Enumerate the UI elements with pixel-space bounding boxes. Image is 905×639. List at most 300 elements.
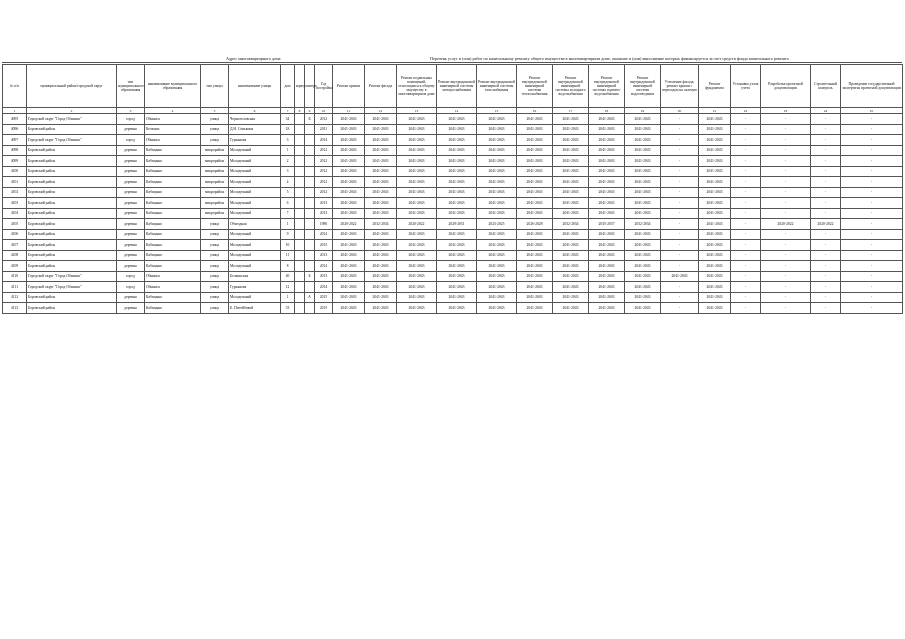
table-cell: улица <box>201 219 229 230</box>
table-cell: 2041-2043 <box>333 187 365 198</box>
table-cell: - <box>761 166 811 177</box>
table-cell: - <box>661 292 699 303</box>
table-cell: 2020-2022 <box>397 219 437 230</box>
table-cell: - <box>731 114 761 125</box>
table-cell: 4112 <box>3 292 27 303</box>
table-cell: 2012 <box>315 177 333 188</box>
table-cell: 2041-2043 <box>625 135 661 146</box>
table-cell: 2041-2043 <box>625 198 661 209</box>
table-cell: 2041-2043 <box>477 261 517 272</box>
table-cell: 2041-2043 <box>333 261 365 272</box>
table-cell: 1 <box>281 292 295 303</box>
column-number: 11 <box>333 108 365 114</box>
table-cell: 2041-2043 <box>397 145 437 156</box>
table-cell: 2041-2043 <box>699 229 731 240</box>
table-cell: 2041-2043 <box>517 156 553 167</box>
table-cell: 2041-2043 <box>699 292 731 303</box>
table-cell: 2041-2043 <box>553 145 589 156</box>
table-cell: 2012 <box>315 114 333 125</box>
table-cell: 2041-2043 <box>333 250 365 261</box>
table-cell <box>305 261 315 272</box>
column-number: 8 <box>295 108 305 114</box>
table-cell: 2041-2043 <box>553 166 589 177</box>
table-cell: 2041-2043 <box>365 261 397 272</box>
table-cell: - <box>731 271 761 282</box>
table-cell: - <box>841 166 903 177</box>
column-header: Ремонт внутридомовой инженерной системы теплоснабжения <box>517 65 553 108</box>
table-cell <box>295 145 305 156</box>
table-cell: - <box>841 177 903 188</box>
table-cell: 2041-2043 <box>477 229 517 240</box>
table-cell: микрорайон <box>201 198 229 209</box>
table-cell: 2041-2043 <box>553 282 589 293</box>
table-cell: 2041-2043 <box>365 271 397 282</box>
table-cell: 2014 <box>315 282 333 293</box>
table-cell: 2041-2043 <box>397 208 437 219</box>
table-cell: 2032-2034 <box>365 219 397 230</box>
table-cell: - <box>731 124 761 135</box>
table-cell: 8 <box>281 261 295 272</box>
table-cell: Городской округ "Город Обнинск" <box>27 114 117 125</box>
table-cell: Молодежный <box>229 292 281 303</box>
table-cell: 2014 <box>315 261 333 272</box>
table-cell: - <box>661 124 699 135</box>
table-cell: 2041-2043 <box>589 282 625 293</box>
column-header: Разработка проектной документации <box>761 65 811 108</box>
column-header: литера <box>305 65 315 108</box>
column-number: 23 <box>761 108 811 114</box>
table-cell <box>305 166 315 177</box>
table-row <box>3 208 903 219</box>
table-cell: 2041-2043 <box>365 282 397 293</box>
table-cell: 2041-2043 <box>477 166 517 177</box>
table-row <box>3 250 903 261</box>
table-cell: 2041-2043 <box>589 292 625 303</box>
table-cell: микрорайон <box>201 208 229 219</box>
table-cell: 2041-2043 <box>589 114 625 125</box>
column-number: 1 <box>3 108 27 114</box>
table-cell: 2041-2043 <box>437 114 477 125</box>
table-cell: 2041-2043 <box>699 166 731 177</box>
table-cell: 2041-2043 <box>589 198 625 209</box>
table-cell: улица <box>201 261 229 272</box>
column-header: дом <box>281 65 295 108</box>
table-cell: 2041-2043 <box>333 208 365 219</box>
table-cell: 2041-2043 <box>397 250 437 261</box>
table-cell: 34 <box>281 114 295 125</box>
table-cell: 4109 <box>3 261 27 272</box>
table-cell: 2041-2043 <box>699 124 731 135</box>
table-cell: - <box>661 187 699 198</box>
table-cell: деревня <box>117 124 145 135</box>
table-cell: 2041-2043 <box>365 250 397 261</box>
table-cell: Боровский район <box>27 177 117 188</box>
column-number: 20 <box>661 108 699 114</box>
table-cell: 2041-2043 <box>625 282 661 293</box>
table-cell: микрорайон <box>201 177 229 188</box>
table-cell: А <box>305 292 315 303</box>
table-cell: 4101 <box>3 177 27 188</box>
table-row <box>3 282 903 293</box>
table-cell: Кабицыно <box>145 156 201 167</box>
table-cell: 2032-2034 <box>625 219 661 230</box>
table-cell: - <box>811 198 841 209</box>
table-cell: - <box>761 135 811 146</box>
table-cell: - <box>761 145 811 156</box>
table-cell: 2012 <box>315 145 333 156</box>
table-cell: 2041-2043 <box>625 261 661 272</box>
table-cell: 2041-2043 <box>397 135 437 146</box>
table-cell: 4110 <box>3 271 27 282</box>
table-cell: - <box>761 250 811 261</box>
table-row <box>3 156 903 167</box>
table-cell: улица <box>201 124 229 135</box>
table-cell: улица <box>201 229 229 240</box>
table-cell: 2041-2043 <box>477 156 517 167</box>
table-cell: 2026-2028 <box>517 219 553 230</box>
table-cell: 2041-2043 <box>699 240 731 251</box>
table-cell <box>305 135 315 146</box>
table-cell: - <box>761 177 811 188</box>
table-cell: 1 <box>281 145 295 156</box>
table-cell <box>305 187 315 198</box>
table-cell: Кочкино <box>145 124 201 135</box>
table-cell: 2041-2043 <box>553 114 589 125</box>
table-cell: 2041-2043 <box>477 240 517 251</box>
table-cell: 6 <box>281 198 295 209</box>
table-cell <box>295 177 305 188</box>
column-header: Ремонт внутридомовой инженерной системы холодного водоснабжения <box>553 65 589 108</box>
table-cell: 2041-2043 <box>477 124 517 135</box>
table-cell: 2041-2043 <box>333 166 365 177</box>
table-cell: город <box>117 271 145 282</box>
table-cell: Молодежный <box>229 145 281 156</box>
table-cell: - <box>841 303 903 314</box>
table-cell: Гурьянова <box>229 282 281 293</box>
table-cell: 2041-2043 <box>625 240 661 251</box>
table-cell: 2041-2043 <box>589 124 625 135</box>
table-cell <box>295 303 305 314</box>
column-header: тип улицы <box>201 65 229 108</box>
table-cell: 2041-2043 <box>397 240 437 251</box>
table-cell: Боровский район <box>27 229 117 240</box>
table-cell: - <box>731 187 761 198</box>
table-cell: 3 <box>281 135 295 146</box>
table-cell: Молодежный <box>229 156 281 167</box>
table-cell: Боровский район <box>27 240 117 251</box>
table-cell: 2041-2043 <box>699 198 731 209</box>
table-cell: 2 <box>281 156 295 167</box>
table-cell: 2041-2043 <box>437 261 477 272</box>
table-cell: микрорайон <box>201 187 229 198</box>
table-cell: 2041-2043 <box>699 177 731 188</box>
table-cell: деревня <box>117 177 145 188</box>
table-row <box>3 219 903 230</box>
table-row <box>3 135 903 146</box>
table-cell: 2013 <box>315 198 333 209</box>
column-header: Строительный контроль <box>811 65 841 108</box>
table-cell: 2041-2043 <box>517 240 553 251</box>
table-cell: 2041-2043 <box>397 177 437 188</box>
table-cell: 2041-2043 <box>589 229 625 240</box>
column-number: 24 <box>811 108 841 114</box>
table-cell <box>295 135 305 146</box>
table-cell: 2041-2043 <box>517 229 553 240</box>
table-cell: - <box>811 135 841 146</box>
table-cell: 4096 <box>3 124 27 135</box>
table-cell: 2041-2043 <box>365 114 397 125</box>
table-cell: 2041-2043 <box>477 292 517 303</box>
table-cell: 2041-2043 <box>397 198 437 209</box>
table-row <box>3 187 903 198</box>
table-cell: 4099 <box>3 156 27 167</box>
table-cell <box>305 145 315 156</box>
column-number: 5 <box>201 108 229 114</box>
table-cell: 2041-2043 <box>553 303 589 314</box>
table-cell: - <box>661 219 699 230</box>
table-cell: 2041-2043 <box>477 282 517 293</box>
table-cell <box>305 198 315 209</box>
table-cell <box>295 114 305 125</box>
table-cell: - <box>661 261 699 272</box>
table-cell: 2041-2043 <box>365 145 397 156</box>
table-cell <box>305 250 315 261</box>
table-cell: 2041-2043 <box>517 303 553 314</box>
table-cell: 2041-2043 <box>589 208 625 219</box>
table-row <box>3 198 903 209</box>
table-cell: 2041-2043 <box>699 135 731 146</box>
table-cell: 4097 <box>3 135 27 146</box>
table-cell: 2041-2043 <box>397 303 437 314</box>
table-cell: Боровский район <box>27 208 117 219</box>
table-cell: 2041-2043 <box>553 156 589 167</box>
table-cell: 2041-2043 <box>333 135 365 146</box>
table-cell: - <box>811 303 841 314</box>
table-cell: Боровский район <box>27 145 117 156</box>
table-cell: - <box>731 250 761 261</box>
table-cell: 2041-2043 <box>699 114 731 125</box>
table-cell: 4098 <box>3 145 27 156</box>
table-cell: микрорайон <box>201 166 229 177</box>
table-cell: - <box>661 177 699 188</box>
table-row <box>3 177 903 188</box>
table-cell: - <box>811 282 841 293</box>
table-cell: 2041-2043 <box>365 208 397 219</box>
column-number: 25 <box>841 108 903 114</box>
table-cell: - <box>731 240 761 251</box>
table-cell: 2041-2043 <box>333 145 365 156</box>
table-cell: 2041-2043 <box>517 250 553 261</box>
table-cell: Кабицыно <box>145 261 201 272</box>
table-cell: 2041-2043 <box>477 271 517 282</box>
table-cell: улица <box>201 240 229 251</box>
table-cell: - <box>841 250 903 261</box>
table-cell: 2020-2022 <box>333 219 365 230</box>
table-cell: 2041-2043 <box>333 229 365 240</box>
table-cell: - <box>731 145 761 156</box>
table-cell: - <box>761 271 811 282</box>
table-cell <box>295 198 305 209</box>
table-cell: - <box>761 198 811 209</box>
table-cell: 2041-2043 <box>517 271 553 282</box>
table-cell: 4106 <box>3 229 27 240</box>
table-cell: улица <box>201 282 229 293</box>
table-cell: 2041-2043 <box>437 229 477 240</box>
table-cell: 4100 <box>3 166 27 177</box>
table-cell: 2041-2043 <box>699 282 731 293</box>
table-cell: - <box>761 303 811 314</box>
table-cell: - <box>661 282 699 293</box>
table-cell <box>295 282 305 293</box>
table-cell: - <box>761 208 811 219</box>
table-cell: - <box>841 229 903 240</box>
column-number: 6 <box>229 108 281 114</box>
table-row <box>3 303 903 314</box>
table-cell: 2041-2043 <box>397 292 437 303</box>
table-cell: 2041-2043 <box>477 177 517 188</box>
table-cell: 2020-2022 <box>811 219 841 230</box>
table-cell: Кабицыно <box>145 145 201 156</box>
table-cell: 2041-2043 <box>397 187 437 198</box>
table-cell: - <box>841 156 903 167</box>
table-cell: - <box>661 198 699 209</box>
table-cell: - <box>731 135 761 146</box>
table-cell: - <box>731 198 761 209</box>
table-cell: деревня <box>117 156 145 167</box>
table-cell: 2012 <box>315 166 333 177</box>
table-cell: 4 <box>281 177 295 188</box>
table-cell: Молодежный <box>229 261 281 272</box>
table-row <box>3 114 903 125</box>
table-cell <box>305 177 315 188</box>
column-number: 12 <box>365 108 397 114</box>
column-number: 22 <box>731 108 761 114</box>
table-cell: - <box>731 219 761 230</box>
table-cell: 4104 <box>3 208 27 219</box>
table-cell: Боровский район <box>27 303 117 314</box>
table-cell: - <box>731 177 761 188</box>
table-cell <box>295 124 305 135</box>
table-cell <box>295 292 305 303</box>
table-cell: улица <box>201 250 229 261</box>
table-cell: 2041-2043 <box>437 282 477 293</box>
address-group-title: Адрес многоквартирного дома <box>226 56 281 61</box>
column-header: Ремонт внутридомовой инженерной системы водоотведения <box>625 65 661 108</box>
table-cell: 2041-2043 <box>625 166 661 177</box>
table-cell: 2041-2043 <box>589 250 625 261</box>
column-number: 21 <box>699 108 731 114</box>
table-row <box>3 271 903 282</box>
table-row <box>3 261 903 272</box>
table-cell: 2041-2043 <box>517 198 553 209</box>
table-cell: деревня <box>117 250 145 261</box>
table-cell: - <box>731 303 761 314</box>
table-cell: Кабицыно <box>145 198 201 209</box>
column-header: муниципальный район/городской округ <box>27 65 117 108</box>
table-cell: 2012 <box>315 156 333 167</box>
table-cell: - <box>811 145 841 156</box>
table-cell: - <box>811 250 841 261</box>
table-cell: 2041-2043 <box>397 271 437 282</box>
table-cell: микрорайон <box>201 145 229 156</box>
table-cell: улица <box>201 303 229 314</box>
table-cell: 2041-2043 <box>365 303 397 314</box>
column-header: Ремонт подвальных помещений, относящихся к общему имуществу в многоквартирном доме <box>397 65 437 108</box>
table-cell: 2041-2043 <box>699 250 731 261</box>
column-header: Ремонт крыши <box>333 65 365 108</box>
table-cell: Обнинск <box>145 282 201 293</box>
table-cell: Городской округ "Город Обнинск" <box>27 282 117 293</box>
table-cell: 2041-2043 <box>661 271 699 282</box>
table-cell: 2041-2043 <box>365 124 397 135</box>
column-number: 16 <box>517 108 553 114</box>
column-header: корпус <box>295 65 305 108</box>
table-cell: 2041-2043 <box>365 187 397 198</box>
table-cell: деревня <box>117 229 145 240</box>
table-cell: 2041-2043 <box>365 156 397 167</box>
table-cell: 2041-2043 <box>365 177 397 188</box>
table-cell: - <box>841 208 903 219</box>
table-cell: 2041-2043 <box>625 177 661 188</box>
table-cell: 2041-2043 <box>589 156 625 167</box>
table-cell: - <box>811 240 841 251</box>
table-cell: Молодежный <box>229 208 281 219</box>
table-cell: 2041-2043 <box>699 271 731 282</box>
table-cell: 2041-2043 <box>437 124 477 135</box>
table-cell: - <box>811 156 841 167</box>
column-header: Ремонт фундамента <box>699 65 731 108</box>
table-cell: - <box>661 250 699 261</box>
table-cell: 2041-2043 <box>333 271 365 282</box>
table-cell: 2041-2043 <box>333 240 365 251</box>
table-cell: Б <box>305 114 315 125</box>
table-cell: 2041-2043 <box>437 303 477 314</box>
table-row <box>3 292 903 303</box>
table-cell: Кабицыно <box>145 229 201 240</box>
column-number: 3 <box>117 108 145 114</box>
table-cell: 2041-2043 <box>553 229 589 240</box>
table-cell: - <box>731 282 761 293</box>
column-number: 18 <box>589 108 625 114</box>
column-header: наименование улицы <box>229 65 281 108</box>
table-cell: - <box>761 156 811 167</box>
table-cell: Д.Н. Сенькина <box>229 124 281 135</box>
table-cell: - <box>761 229 811 240</box>
table-row <box>3 240 903 251</box>
table-cell: 2041-2043 <box>517 208 553 219</box>
table-cell: 2041-2043 <box>553 177 589 188</box>
table-cell: - <box>661 240 699 251</box>
table-cell <box>295 229 305 240</box>
table-cell: - <box>841 187 903 198</box>
table-cell: Кабицыно <box>145 166 201 177</box>
table-cell: Городской округ "Город Обнинск" <box>27 271 117 282</box>
table-cell: 2015 <box>315 240 333 251</box>
table-cell: 2041-2043 <box>437 250 477 261</box>
table-cell: - <box>731 261 761 272</box>
table-cell: 2041-2043 <box>625 114 661 125</box>
table-cell: 2041-2043 <box>437 177 477 188</box>
table-cell: 1980 <box>315 219 333 230</box>
column-header: № п/п <box>3 65 27 108</box>
table-cell: деревня <box>117 303 145 314</box>
table-cell <box>295 250 305 261</box>
table-cell: - <box>841 240 903 251</box>
table-cell: 2041-2043 <box>553 292 589 303</box>
table-cell: Объездная <box>229 219 281 230</box>
table-cell: Б <box>305 271 315 282</box>
table-cell: Белкинская <box>229 271 281 282</box>
